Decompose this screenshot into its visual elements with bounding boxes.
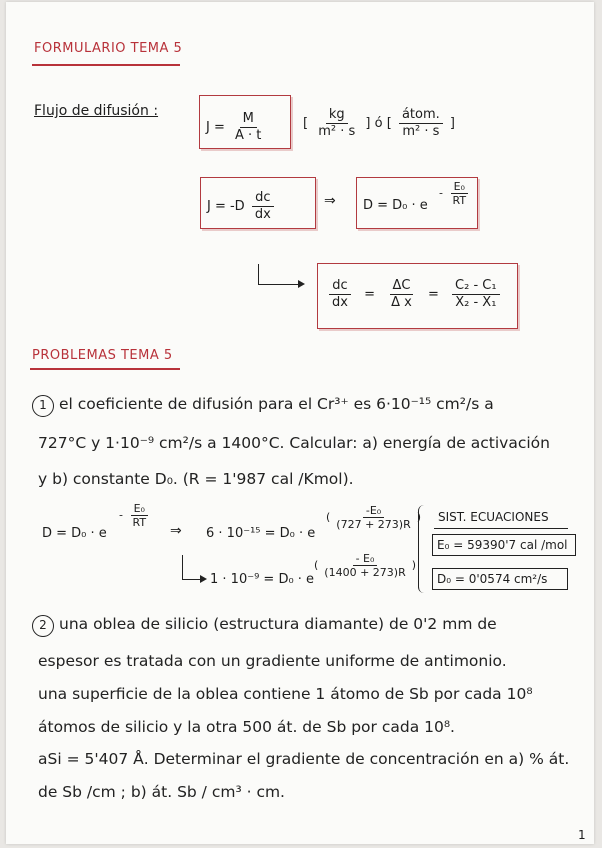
p1-main-lhs: D = D₀ · e	[42, 526, 107, 541]
p1-equation-a-exponent: ( $\frac{\text{-E₀}}{(727 + 273)R}$ )	[326, 504, 422, 531]
flux-fraction	[232, 111, 264, 144]
system-brace	[418, 505, 427, 593]
p1-main-exp-sign: -	[119, 508, 123, 522]
p1-eq-b-exp-num: - E₀	[353, 552, 378, 566]
fick-num: dc	[252, 190, 273, 207]
unit2-den: m² · s	[402, 124, 440, 139]
fick-implies-arrow: ⇒	[324, 193, 336, 209]
gradient-eq2: =	[428, 287, 439, 302]
unit-or: ó	[374, 116, 383, 131]
p1-eq-b-exp-frac	[321, 552, 408, 579]
fick-den: dx	[254, 207, 271, 222]
gradient-d1: dx	[332, 295, 348, 310]
diffusivity-exponent	[449, 180, 469, 207]
title-underline	[32, 64, 180, 66]
p1-equation-a	[206, 526, 315, 541]
problem2-text-line5: aSi = 5'407 Å. Determinar el gradiente de concentración en a) % át.	[38, 750, 570, 768]
gradient-frac-1	[329, 278, 351, 311]
fick-fraction	[252, 190, 274, 223]
system-label: SIST. ECUACIONES	[438, 510, 549, 524]
flux-j-lhs: J =	[206, 120, 225, 135]
p1-equation-b	[210, 572, 314, 587]
problem1-text-line3: y b) constante D₀. (R = 1'987 cal /Kmol).	[38, 470, 354, 488]
result-d0	[432, 568, 568, 590]
gradient-d2: Δ x	[391, 295, 412, 310]
problem2-text-line1: una oblea de silicio (estructura diamante) de 0'2 mm de	[59, 615, 497, 633]
notebook-page	[6, 2, 594, 844]
p1-equation-b-exponent: ( $\frac{\text{- E₀}}{(1400 + 273)R}$ )	[314, 552, 417, 579]
p1-eq-a-exp-num: -E₀	[363, 504, 384, 518]
unit1-close: ]	[365, 116, 371, 131]
p1-main-exponent	[119, 502, 152, 529]
problems-underline	[30, 368, 180, 370]
p1-main-equation	[42, 526, 107, 541]
problem2-text-line6: de Sb /cm ; b) át. Sb / cm³ · cm.	[38, 783, 285, 801]
unit2-fraction	[399, 107, 443, 140]
fick-lhs: J = -D	[207, 199, 245, 214]
result-e-text: E₀ = 59390'7 cal /mol	[437, 538, 568, 552]
unit1-num: kg	[326, 107, 348, 124]
flux-denominator: A · t	[235, 128, 262, 143]
diffusivity-exp-den: RT	[452, 194, 467, 207]
flux-numerator: M	[240, 111, 257, 128]
flux-units	[303, 107, 455, 140]
unit1-open: [	[303, 116, 309, 131]
result-d-text: D₀ = 0'0574 cm²/s	[437, 572, 548, 586]
unit2-close: ]	[449, 116, 455, 131]
problem2-text-line4: átomos de silicio y la otra 500 át. de Sb por cada 10⁸.	[38, 718, 455, 736]
p1-implies-arrow: ⇒	[170, 523, 182, 539]
problem1-text-line2: 727°C y 1·10⁻⁹ cm²/s a 1400°C. Calcular: a) energía de activación	[38, 434, 550, 452]
problems-title: PROBLEMAS TEMA 5	[32, 348, 173, 363]
unit1-fraction	[315, 107, 358, 140]
diffusivity-exp-num: E₀	[451, 180, 468, 194]
problem1-text-line1: el coeficiente de difusión para el Cr³⁺ es 6·10⁻¹⁵ cm²/s a	[59, 395, 494, 413]
gradient-n1: dc	[329, 278, 350, 295]
p1-eq-b-lhs: 1 · 10⁻⁹ = D₀ · e	[210, 572, 315, 587]
gradient-hook-arrow	[258, 264, 299, 285]
gradient-frac-3	[452, 278, 500, 311]
gradient-formula-box	[317, 263, 518, 329]
unit2-open: [	[386, 116, 392, 131]
p1-eq-a-exp-den: (727 + 273)R	[336, 518, 411, 531]
p1-hook-arrow-head	[200, 575, 207, 583]
fick-formula-box	[200, 177, 316, 229]
unit2-num: átom.	[399, 107, 443, 124]
problem2-line1	[32, 615, 497, 637]
flux-label: Flujo de difusión :	[34, 103, 159, 119]
problem2-number-badge: 2	[32, 615, 54, 637]
gradient-d3: X₂ - X₁	[455, 295, 497, 310]
problem1-number-badge: 1	[32, 395, 54, 417]
gradient-n3: C₂ - C₁	[452, 278, 500, 295]
unit1-den: m² · s	[318, 124, 356, 139]
diffusivity-formula-box	[356, 177, 478, 229]
gradient-eq1: =	[364, 287, 375, 302]
diffusivity-exp-sign: -	[439, 186, 443, 200]
flux-formula-box	[199, 95, 291, 149]
page-number: 1	[578, 828, 586, 842]
system-label-underline	[434, 528, 568, 529]
p1-main-exp-num: E₀	[131, 502, 148, 516]
gradient-n2: ΔC	[390, 278, 414, 295]
problem1-line1	[32, 395, 494, 417]
p1-eq-b-exp-den: (1400 + 273)R	[324, 566, 406, 579]
diffusivity-lhs: D = D₀ · e	[363, 198, 428, 213]
gradient-frac-2	[388, 278, 415, 311]
p1-main-exp-frac	[129, 502, 149, 529]
result-activation-energy	[432, 534, 576, 556]
problem2-text-line2: espesor es tratada con un gradiente uniforme de antimonio.	[38, 652, 507, 670]
p1-hook-arrow	[182, 555, 201, 580]
p1-eq-a-exp-frac	[333, 504, 413, 531]
problem2-text-line3: una superficie de la oblea contiene 1 átomo de Sb por cada 10⁸	[38, 685, 533, 703]
gradient-arrow-head	[298, 280, 305, 288]
page-title: FORMULARIO TEMA 5	[34, 41, 183, 56]
p1-eq-a-lhs: 6 · 10⁻¹⁵ = D₀ · e	[206, 526, 316, 541]
p1-main-exp-den: RT	[132, 516, 147, 529]
